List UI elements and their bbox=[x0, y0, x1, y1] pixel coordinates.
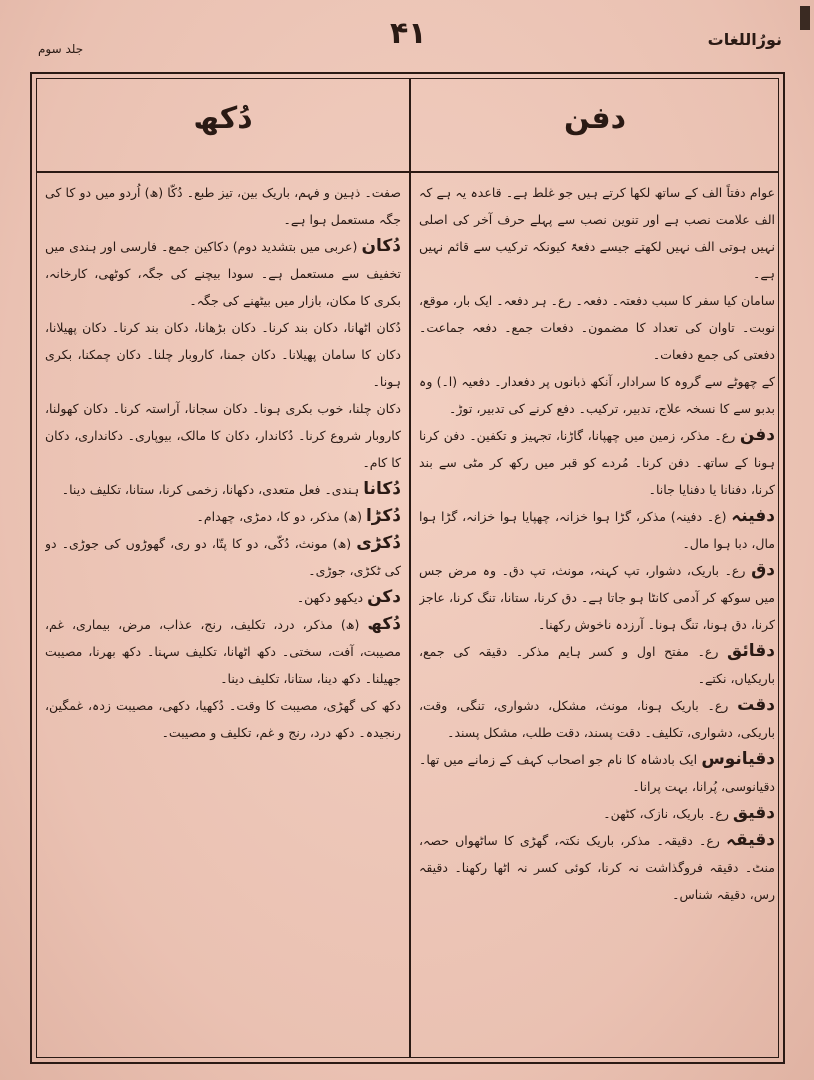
entry-headword: دکن bbox=[367, 587, 401, 607]
entry-definition: سامان کیا سفر کا سبب دفعتہ۔ دفعہ۔ رع۔ ہر دفعہ۔ ایک بار، موقع، نوبت۔ تاوان کی تعداد کا مضمون۔ دفعات جمع۔ دفعہ جماعت۔ دفعتی کی جمع دفعات۔ bbox=[419, 293, 775, 362]
book-title: نورُاللغات bbox=[707, 30, 782, 49]
dictionary-entry bbox=[45, 530, 401, 584]
entry-headword: دقیق bbox=[732, 803, 775, 823]
dictionary-entry bbox=[45, 692, 401, 746]
dictionary-entry bbox=[45, 584, 401, 611]
dictionary-entry bbox=[419, 557, 775, 638]
dictionary-entry bbox=[419, 422, 775, 503]
entry-definition: دُکان اٹھانا، دکان بند کرنا۔ دکان بڑھانا، دکان بند کرنا۔ دکان پھیلانا، دکان کا سامان پھیلانا۔ دکان جمنا، کاروبار چلنا۔ دکان چمکنا، بکری ہونا۔ bbox=[45, 320, 401, 389]
entry-definition: رع۔ مفتح اول و کسر ہایم مذکر۔ دقیقہ کی جمع، باریکیاں، نکتے۔ bbox=[419, 644, 775, 686]
entry-definition: رع۔ مذکر، زمین میں چھپانا، گاڑنا، تجہیز و تکفین۔ دفن کرنا ہونا کے ساتھ۔ دفن کرنا۔ مُردے کو قبر میں رکھ کر مٹی سے بند کرنا، دفنانا یا دفنایا جانا۔ bbox=[419, 428, 775, 497]
entry-definition: رع۔ دقیقہ۔ مذکر، باریک نکتہ، گھڑی کا ساٹھواں حصہ، منٹ۔ دقیقہ فروگذاشت نہ کرنا، کوئی کسر نہ اٹھا رکھنا۔ دقیقہ رس، دقیقہ شناس۔ bbox=[419, 833, 775, 902]
entry-definition: (ھ) مذکر، درد، تکلیف، رنج، عذاب، مرض، بیماری، غم، مصیبت، آفت، سختی۔ دکھ اٹھانا، تکلیف سہنا۔ دکھ بھرنا، مصیبت جھیلنا۔ دکھ دینا، ستانا، تکلیف دینا۔ bbox=[45, 617, 401, 686]
entry-definition: عوام دفتاً الف کے ساتھ لکھا کرتے ہیں جو غلط ہے۔ قاعدہ یہ ہے کہ الف علامت نصب ہے اور تنوین نصب سے پہلے حرف آخر کی اصلی نہیں ہوتی الف نہیں لکھتے جیسے دفعۃً کیونکہ ترکیب سے قائم نہیں ہے۔ bbox=[419, 185, 775, 281]
volume-label: جلد سوم bbox=[38, 42, 84, 56]
entry-definition: رع۔ باریک، نازک، کٹھن۔ bbox=[603, 806, 729, 821]
entry-definition: دکھ کی گھڑی، مصیبت کا وقت۔ دُکھیا، دکھی، مصیبت زدہ، غمگین، رنجیدہ۔ دکھ درد، رنج و غم، تکلیف و مصیبت۔ bbox=[45, 698, 401, 740]
entry-definition: دیکھو دکھن۔ bbox=[296, 590, 364, 605]
dictionary-entry bbox=[419, 800, 775, 827]
entry-headword: دق bbox=[751, 560, 775, 580]
page-frame-inner bbox=[36, 78, 779, 1058]
page-frame bbox=[30, 72, 785, 1064]
column-divider bbox=[409, 79, 411, 1057]
entry-definition: کے چھوٹے سے گروہ کا سرادار، آنکھ ذبانوں پر دفعدار۔ دفعیہ (ا۔) وہ بدبو سے کا نسخہ علاج، تدبیر، ترکیب۔ دفع کرنے کی تدبیر، توڑ۔ bbox=[419, 374, 775, 416]
page-number: ۴۱ bbox=[390, 16, 427, 51]
dictionary-entry bbox=[45, 476, 401, 503]
dictionary-entry bbox=[45, 314, 401, 395]
dictionary-entry bbox=[419, 638, 775, 692]
entry-definition: رع۔ باریک، دشوار، تپ کہنہ، مونث، تپ دق۔ وہ مرض جس میں سوکھ کر آدمی کانٹا ہو جاتا ہے۔ دق کرنا، ستانا، تنگ کرنا، عاجز کرنا، دق ہونا، تنگ ہونا۔ آرزدہ ناخوش رکھنا۔ bbox=[419, 563, 775, 632]
entry-headword: دفینہ bbox=[731, 506, 775, 526]
entry-headword: دُکڑا bbox=[365, 506, 401, 526]
entry-headword: دقیقہ bbox=[726, 830, 775, 850]
left-column-heading: دُکھ bbox=[193, 101, 253, 136]
left-column-text bbox=[45, 179, 401, 1051]
entry-definition: ایک بادشاہ کا نام جو اصحاب کہف کے زمانے میں تھا۔ دقیانوسی، پُرانا، بہت پرانا۔ bbox=[419, 752, 775, 794]
entry-headword: دفن bbox=[739, 425, 775, 445]
entry-definition: (ھ) مذکر، دو کا، دمڑی، چھدام۔ bbox=[196, 509, 362, 524]
dictionary-entry bbox=[419, 287, 775, 368]
page-header bbox=[30, 6, 792, 66]
corner-mark bbox=[800, 6, 810, 30]
entry-headword: دقت bbox=[737, 695, 775, 715]
dictionary-entry bbox=[419, 746, 775, 800]
entry-definition: دکان چلنا، خوب بکری ہونا۔ دکان سجانا، آراستہ کرنا۔ دکان کھولنا، کاروبار شروع کرنا۔ دُکاندار، دکان کا مالک، بیوپاری۔ دکانداری، دکان کا کام۔ bbox=[45, 401, 401, 470]
entry-definition: (ھ) مونث، دُکّی، دو کا پتّا، دو ری، گھوڑوں کی جوڑی۔ دو کی ٹکڑی، جوڑی۔ bbox=[45, 536, 401, 578]
entry-definition: ہندی۔ فعل متعدی، دکھانا، زخمی کرنا، ستانا، تکلیف دینا۔ bbox=[61, 482, 360, 497]
entry-headword: دُکان bbox=[361, 236, 401, 256]
dictionary-entry bbox=[45, 395, 401, 476]
dictionary-entry bbox=[419, 503, 775, 557]
right-column-heading: دفن bbox=[563, 101, 627, 136]
entry-headword: دُکھ bbox=[367, 614, 401, 634]
entry-definition: رع۔ باریک ہونا، مونث، مشکل، دشواری، تنگی، وقت، باریکی، دشواری، تکلیف۔ دقت پسند، دقت طلب، مشکل پسند۔ bbox=[419, 698, 775, 740]
entry-headword: دُکڑی bbox=[356, 533, 401, 553]
dictionary-entry bbox=[45, 179, 401, 233]
entry-headword: دُکانا bbox=[363, 479, 401, 499]
entry-definition: صفت۔ ذہین و فہم، باریک بین، تیز طبع۔ دُکّا (ھ) اُردو میں دو کا کی جگہ مستعمل ہوا ہے۔ bbox=[45, 185, 401, 227]
dictionary-entry bbox=[419, 827, 775, 908]
column-headings-row bbox=[37, 79, 778, 173]
dictionary-entry bbox=[419, 692, 775, 746]
dictionary-entry bbox=[419, 368, 775, 422]
dictionary-entry bbox=[45, 611, 401, 692]
entry-definition: (عربی میں بتشدید دوم) دکاکین جمع۔ فارسی اور ہندی میں تخفیف سے مستعمل ہے۔ سودا بیچنے کی جگہ، کوٹھی، کارخانہ، بکری کا مکان، بازار میں بیٹھنے کی جگہ۔ bbox=[45, 239, 401, 308]
entry-headword: دقیانوس bbox=[701, 749, 775, 769]
entry-headword: دقائق bbox=[727, 641, 775, 661]
dictionary-entry bbox=[45, 233, 401, 314]
right-column-text bbox=[419, 179, 775, 1051]
entry-definition: (ع۔ دفینہ) مذکر، گڑا ہوا خزانہ، چھپایا ہوا خزانہ، گڑا ہوا مال، دبا ہوا مال۔ bbox=[419, 509, 775, 551]
dictionary-entry bbox=[419, 179, 775, 287]
dictionary-entry bbox=[45, 503, 401, 530]
